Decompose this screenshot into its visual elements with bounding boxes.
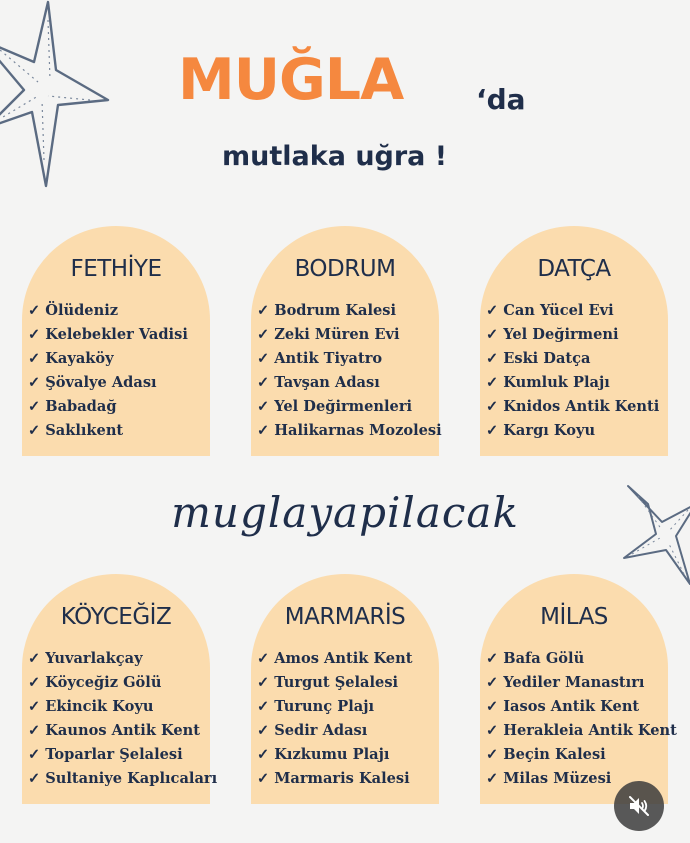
check-icon: ✓ xyxy=(486,350,499,367)
list-item xyxy=(486,395,666,419)
district-card-marmaris xyxy=(251,574,439,804)
check-icon: ✓ xyxy=(28,674,41,691)
check-icon: ✓ xyxy=(486,326,499,343)
place-name: Toparlar Şelalesi xyxy=(45,746,183,763)
check-icon: ✓ xyxy=(257,650,270,667)
list-item xyxy=(257,767,437,791)
check-icon: ✓ xyxy=(257,326,270,343)
list-item xyxy=(257,647,437,671)
list-item xyxy=(28,671,208,695)
check-icon: ✓ xyxy=(28,422,41,439)
check-icon: ✓ xyxy=(257,770,270,787)
page-title: MUĞLA xyxy=(178,47,404,113)
check-icon: ✓ xyxy=(486,302,499,319)
list-item xyxy=(257,419,442,443)
check-icon: ✓ xyxy=(28,770,41,787)
list-item xyxy=(257,347,437,371)
place-name: Zeki Müren Evi xyxy=(274,326,400,343)
list-item xyxy=(257,743,437,767)
check-icon: ✓ xyxy=(28,326,41,343)
place-name: Köyceğiz Gölü xyxy=(45,674,162,691)
list-item xyxy=(28,347,208,371)
check-icon: ✓ xyxy=(486,698,499,715)
check-icon: ✓ xyxy=(28,698,41,715)
card-title: FETHİYE xyxy=(70,256,162,282)
check-icon: ✓ xyxy=(257,746,270,763)
mute-icon xyxy=(627,794,651,818)
district-card-milas xyxy=(480,574,677,804)
place-name: Sultaniye Kaplıcaları xyxy=(45,770,218,787)
place-name: Milas Müzesi xyxy=(503,770,612,787)
list-item xyxy=(486,647,666,671)
list-item xyxy=(486,695,666,719)
check-icon: ✓ xyxy=(486,722,499,739)
place-list xyxy=(257,647,437,791)
place-name: Can Yücel Evi xyxy=(503,302,614,319)
check-icon: ✓ xyxy=(28,350,41,367)
place-name: Eski Datça xyxy=(503,350,591,367)
check-icon: ✓ xyxy=(257,350,270,367)
place-name: Ekincik Koyu xyxy=(45,698,154,715)
list-item xyxy=(28,419,208,443)
district-card-bodrum xyxy=(251,226,442,456)
place-name: Sedir Adası xyxy=(274,722,368,739)
place-name: Antik Tiyatro xyxy=(274,350,383,367)
list-item xyxy=(257,395,437,419)
list-item xyxy=(257,719,437,743)
district-card-koycegiz xyxy=(22,574,218,804)
check-icon: ✓ xyxy=(486,398,499,415)
list-item xyxy=(486,671,666,695)
list-item xyxy=(28,299,208,323)
place-name: Iasos Antik Kent xyxy=(503,698,640,715)
card-title: BODRUM xyxy=(294,256,396,282)
place-list xyxy=(28,647,218,791)
list-item xyxy=(28,695,208,719)
place-name: Marmaris Kalesi xyxy=(274,770,410,787)
place-name: Halikarnas Mozolesi xyxy=(274,422,442,439)
card-title: MİLAS xyxy=(540,604,608,630)
place-name: Turunç Plajı xyxy=(274,698,375,715)
check-icon: ✓ xyxy=(257,398,270,415)
list-item xyxy=(28,323,208,347)
place-list xyxy=(486,647,677,791)
place-name: Kaunos Antik Kent xyxy=(45,722,201,739)
list-item xyxy=(257,371,437,395)
check-icon: ✓ xyxy=(28,746,41,763)
check-icon: ✓ xyxy=(486,650,499,667)
check-icon: ✓ xyxy=(257,302,270,319)
place-name: Şövalye Adası xyxy=(45,374,157,391)
hashtag: muglayapilacak xyxy=(171,488,519,537)
check-icon: ✓ xyxy=(486,770,499,787)
list-item xyxy=(486,371,666,395)
place-name: Kargı Koyu xyxy=(503,422,596,439)
list-item xyxy=(486,419,666,443)
place-name: Kızkumu Plajı xyxy=(274,746,390,763)
card-title: KÖYCEĞİZ xyxy=(60,604,172,630)
place-name: Kumluk Plajı xyxy=(503,374,610,391)
district-card-datca xyxy=(480,226,668,456)
list-item xyxy=(28,647,208,671)
mute-button[interactable] xyxy=(614,781,664,831)
check-icon: ✓ xyxy=(257,722,270,739)
list-item xyxy=(28,767,218,791)
check-icon: ✓ xyxy=(28,722,41,739)
list-item xyxy=(486,347,666,371)
list-item xyxy=(486,743,666,767)
place-name: Kayaköy xyxy=(45,350,114,367)
place-name: Turgut Şelalesi xyxy=(274,674,399,691)
check-icon: ✓ xyxy=(486,674,499,691)
check-icon: ✓ xyxy=(486,746,499,763)
check-icon: ✓ xyxy=(486,422,499,439)
list-item xyxy=(28,743,208,767)
district-card-fethiye xyxy=(22,226,210,456)
list-item xyxy=(486,299,666,323)
place-name: Herakleia Antik Kent xyxy=(503,722,677,739)
check-icon: ✓ xyxy=(28,302,41,319)
place-name: Yel Değirmeni xyxy=(503,326,619,343)
place-name: Saklıkent xyxy=(45,422,124,439)
check-icon: ✓ xyxy=(486,374,499,391)
place-name: Yediler Manastırı xyxy=(503,674,645,691)
check-icon: ✓ xyxy=(257,698,270,715)
list-item xyxy=(486,719,677,743)
place-name: Bodrum Kalesi xyxy=(274,302,397,319)
check-icon: ✓ xyxy=(257,422,270,439)
page-subtitle: mutlaka uğra ! xyxy=(222,141,448,172)
place-name: Tavşan Adası xyxy=(274,374,380,391)
list-item xyxy=(28,371,208,395)
place-name: Kelebekler Vadisi xyxy=(45,326,188,343)
check-icon: ✓ xyxy=(257,674,270,691)
card-title: MARMARİS xyxy=(284,604,406,630)
page-title-suffix: ‘da xyxy=(476,83,526,116)
place-name: Bafa Gölü xyxy=(503,650,585,667)
list-item xyxy=(28,719,208,743)
check-icon: ✓ xyxy=(28,374,41,391)
card-title: DATÇA xyxy=(537,256,611,282)
list-item xyxy=(257,695,437,719)
check-icon: ✓ xyxy=(28,398,41,415)
list-item xyxy=(28,395,208,419)
list-item xyxy=(257,299,437,323)
place-name: Knidos Antik Kenti xyxy=(503,398,660,415)
check-icon: ✓ xyxy=(28,650,41,667)
place-name: Babadağ xyxy=(45,398,117,415)
place-name: Beçin Kalesi xyxy=(503,746,606,763)
list-item xyxy=(257,671,437,695)
place-name: Yuvarlakçay xyxy=(45,650,143,667)
list-item xyxy=(257,323,437,347)
place-list xyxy=(486,299,666,443)
starfish-icon xyxy=(0,0,110,190)
place-name: Ölüdeniz xyxy=(45,302,119,319)
list-item xyxy=(486,323,666,347)
check-icon: ✓ xyxy=(257,374,270,391)
place-list xyxy=(257,299,442,443)
place-list xyxy=(28,299,208,443)
place-name: Yel Değirmenleri xyxy=(274,398,413,415)
place-name: Amos Antik Kent xyxy=(274,650,413,667)
